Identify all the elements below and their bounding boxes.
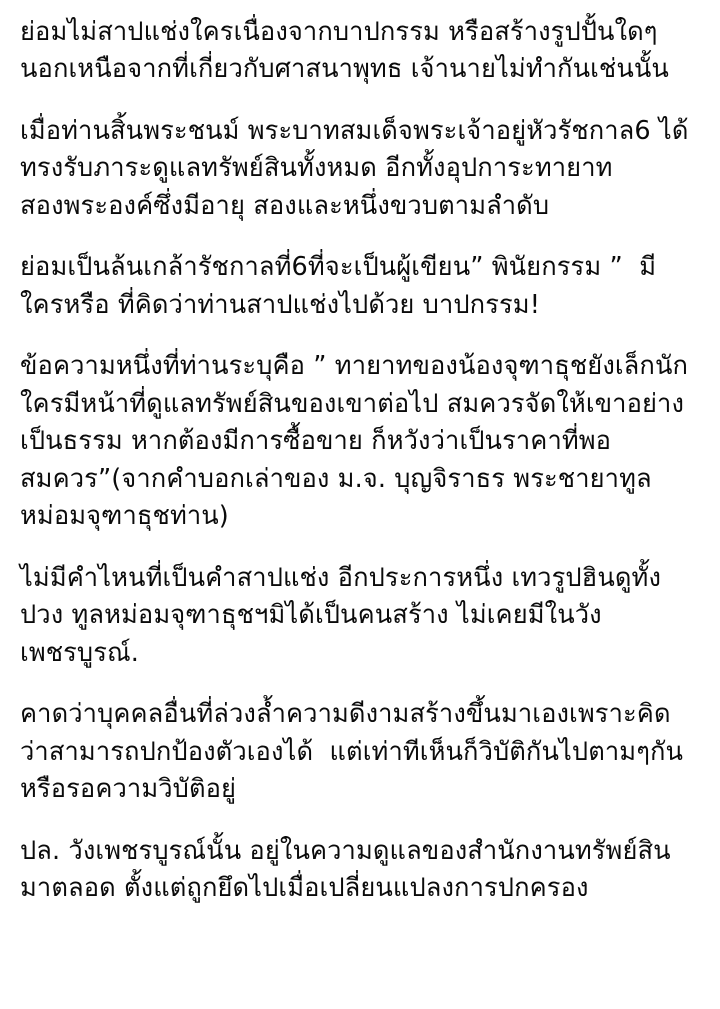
paragraph: ย่อมไม่สาปแช่งใครเนื่องจากบาปกรรม หรือสร้างรูปปั้นใดๆนอกเหนือจากที่เกี่ยวกับศาสนาพุทธ เจ้านายไม่ทำกันเช่นนั้น bbox=[20, 17, 669, 85]
paragraph: ย่อมเป็นล้นเกล้ารัชกาลที่6ที่จะเป็นผู้เขียน” พินัยกรรม ” มีใครหรือ ที่คิดว่าท่านสาปแช่งไปด้วย บาปกรรม! bbox=[20, 252, 657, 320]
paragraph: ข้อความหนึ่งที่ท่านระบุคือ ” ทายาทของน้องจุฑาธุชยังเล็กนัก ใครมีหน้าที่ดูแลทรัพย์สินของเขาต่อไป สมควรจัดให้เขาอย่างเป็นธรรม หากต้องมีการซื้อขาย ก็หวังว่าเป็นราคาที่พอสมควร”(จากคำบอกเล่าของ ม.จ. บุญจิราธร พระชายาทูลหม่อมจุฑาธุชท่าน) bbox=[20, 351, 697, 532]
paragraph: เมื่อท่านสิ้นพระชนม์ พระบาทสมเด็จพระเจ้าอยู่หัวรัชกาล6 ได้ทรงรับภาระดูแลทรัพย์สินทั้งหมด อีกทั้งอุปการะทายาทสองพระองค์ซึ่งมีอายุ สองและหนึ่งขวบตามลำดับ bbox=[20, 115, 689, 221]
paragraph: คาดว่าบุคคลอื่นที่ล่วงล้ำความดีงามสร้างขึ้นมาเองเพราะคิดว่าสามารถปกป้องตัวเองได้ แต่เท่าทีเห็นก็วิบัติกันไปตามๆกัน หรือรอความวิบัติอยู่ bbox=[20, 699, 692, 805]
paragraph: ปล. วังเพชรบูรณ์นั้น อยู่ในความดูแลของสำนักงานทรัพย์สินมาตลอด ตั้งแต่ถูกยึดไปเมื่อเปลี่ยนแปลงการปกครอง bbox=[20, 835, 671, 904]
paragraph: ไม่มีคำไหนที่เป็นคำสาปแช่ง อีกประการหนึ่ง เทวรูปฮินดูทั้งปวง ทูลหม่อมจุฑาธุชฯมิได้เป็นคนสร้าง ไม่เคยมีในวังเพชรบูรณ์. bbox=[20, 562, 662, 668]
